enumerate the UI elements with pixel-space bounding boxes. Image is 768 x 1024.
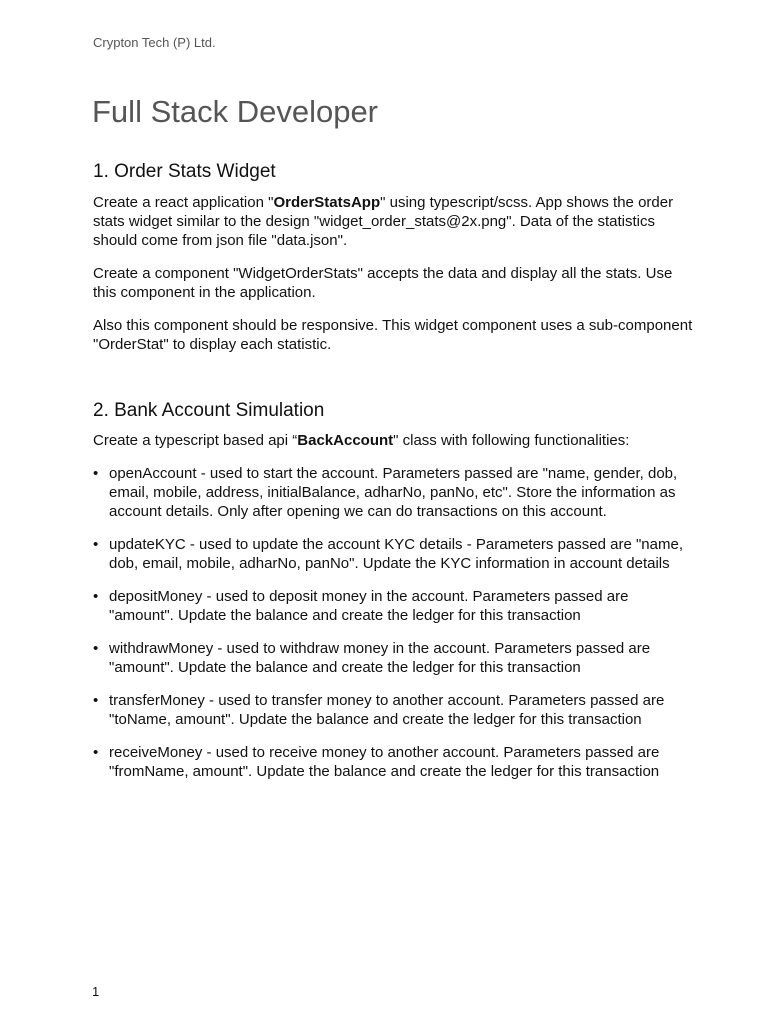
- list-item: [93, 639, 693, 677]
- section-heading: 2. Bank Account Simulation: [93, 400, 325, 421]
- bullet-icon: •: [93, 640, 99, 657]
- bold-app-name: OrderStatsApp: [273, 194, 381, 211]
- paragraph: [93, 431, 693, 450]
- page-title: Full Stack Developer: [92, 94, 379, 129]
- paragraph: Also this component should be responsive. This widget component uses a sub-component "OrderStat" to display each statistic.: [93, 317, 693, 353]
- bullet-icon: •: [93, 744, 99, 761]
- list-item-text: openAccount - used to start the account. Parameters passed are "name, gender, dob, email, mobile, address, initialBalance, adharNo, panNo, etc". Store the information as account details. Only after opening we can do transactions on this account.: [109, 465, 678, 520]
- paragraph-text: " class with following functionalities:: [393, 432, 630, 449]
- paragraph: Create a component "WidgetOrderStats" accepts the data and display all the stats. Use this component in the application.: [93, 265, 673, 301]
- bullet-icon: •: [93, 536, 99, 553]
- list-item: [93, 535, 693, 573]
- paragraph-text: " using typescript/scss. App shows the order stats widget similar to the design "widget_order_stats@2x.png". Data of the statistics should come from json file "data.json".: [93, 194, 674, 249]
- bold-class-name: BackAccount: [297, 432, 394, 449]
- bullet-icon: •: [93, 588, 99, 605]
- section-order-stats-widget: [93, 160, 693, 368]
- section-bank-account-simulation: [93, 399, 693, 795]
- list-item-text: withdrawMoney - used to withdraw money in the account. Parameters passed are "amount". Update the balance and create the ledger for this transaction: [109, 640, 651, 676]
- company-name: Crypton Tech (P) Ltd.: [93, 35, 216, 50]
- bullet-icon: •: [93, 465, 99, 482]
- list-item-text: transferMoney - used to transfer money to another account. Parameters passed are "toName, amount". Update the balance and create the ledger for this transaction: [109, 692, 665, 728]
- list-item: [93, 587, 693, 625]
- section-heading: 1. Order Stats Widget: [93, 161, 276, 182]
- paragraph: [93, 193, 693, 250]
- list-item-text: depositMoney - used to deposit money in the account. Parameters passed are "amount". Update the balance and create the ledger for this transaction: [109, 588, 629, 624]
- list-item-text: receiveMoney - used to receive money to another account. Parameters passed are "fromName, amount". Update the balance and create the ledger for this transaction: [109, 744, 660, 780]
- paragraph-text: Create a typescript based api “: [93, 432, 298, 449]
- page-number: 1: [92, 984, 100, 999]
- functionality-list: [93, 464, 693, 781]
- list-item-text: updateKYC - used to update the account KYC details - Parameters passed are "name, dob, email, mobile, adharNo, panNo". Update the KYC information in account details: [109, 536, 683, 572]
- paragraph-text: Create a react application ": [93, 194, 274, 211]
- list-item: [93, 743, 693, 781]
- list-item: [93, 691, 693, 729]
- bullet-icon: •: [93, 692, 99, 709]
- list-item: [93, 464, 693, 521]
